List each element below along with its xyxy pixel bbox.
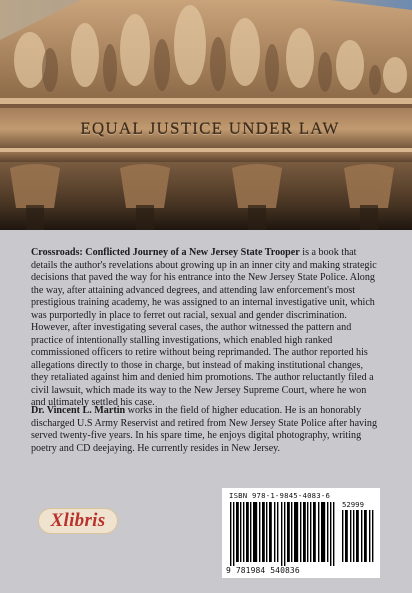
ean-digits: 9 781984 540836 [226, 566, 300, 575]
author-name: Dr. Vincent L. Martin [31, 405, 126, 416]
bio-text: works in the field of higher education. He is an honorably discharged U.S Army Reservist and retired from New Jersey State Police after having served twenty-five years. In his spare time, he enjoys digital photography, writing poetry and CD deejaying. He currently resides in New Jersey. [31, 405, 377, 454]
book-description [31, 247, 381, 410]
description-text: is a book that details the author's revelations about growing up in an inner city and making strategic decisions that paved the way for his entrance into the New Jersey State Police. Along the way, after attaining advanced degrees, and attending law enforcement's most prestigious training academy, he was assigned to an internal investigative unit, which was purportedly in place to ferret out racial, sexual and gender discrimination. However, after investigating several cases, the author witnessed the pattern and practice of intentionally stalling investigations, which enabled high ranked commissioned officers to retire without being reprimanded. The author reported his allegations directly to those in charge, but instead of making institutional changes, they retaliated against him and denied him promotions. The author reluctantly filed a civil lawsuit, which made its way to the New Jersey Supreme Court, where he won and ultimately settled his case. [31, 247, 377, 408]
book-title: Crossroads: Conflicted Journey of a New Jersey State Trooper [31, 247, 300, 258]
author-bio [31, 405, 381, 455]
logo-text: Xlibris [50, 510, 106, 531]
cover-photo-supreme-court [0, 0, 412, 230]
addon-barcode-bars [342, 510, 374, 562]
isbn-label: ISBN 978-1-9845-4083-6 [229, 491, 331, 500]
equal-justice-inscription: EQUAL JUSTICE UNDER LAW [80, 119, 340, 138]
xlibris-logo [38, 508, 118, 534]
isbn-barcode [222, 488, 380, 578]
addon-digits: 52999 [342, 500, 364, 509]
ean-barcode-bars [230, 502, 338, 566]
